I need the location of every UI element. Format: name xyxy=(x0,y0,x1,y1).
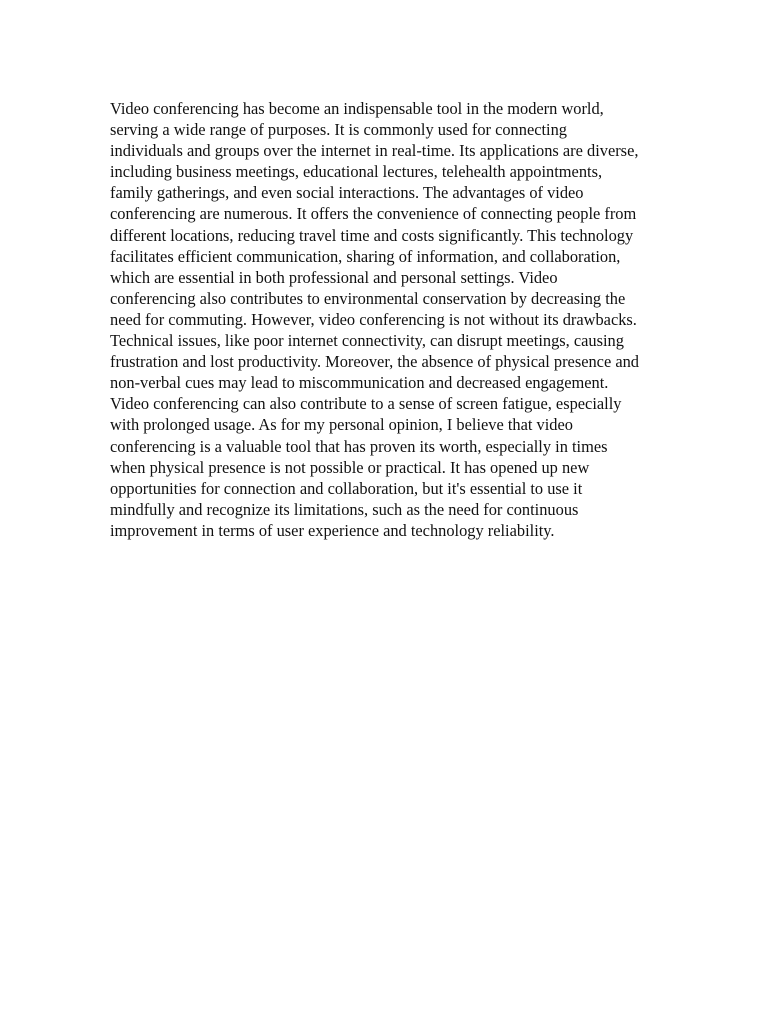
paragraph-line: conferencing also contributes to environmental conservation by decreasing the xyxy=(110,288,626,308)
paragraph-line: Video conferencing can also contribute to a sense of screen fatigue, especially xyxy=(110,394,622,414)
paragraph-line: which are essential in both professional and personal settings. Video xyxy=(110,267,558,287)
paragraph-line: need for commuting. However, video conferencing is not without its drawbacks. xyxy=(110,309,637,329)
paragraph-line: different locations, reducing travel time and costs significantly. This technology xyxy=(110,225,634,245)
paragraph-line: facilitates efficient communication, sharing of information, and collaboration, xyxy=(110,246,621,266)
paragraph-line: non-verbal cues may lead to miscommunication and decreased engagement. xyxy=(110,373,609,393)
paragraph-line: Technical issues, like poor internet connectivity, can disrupt meetings, causing xyxy=(110,331,624,351)
paragraph-line: Video conferencing has become an indispensable tool in the modern world, xyxy=(110,99,604,118)
paragraph-line: with prolonged usage. As for my personal opinion, I believe that video xyxy=(110,415,573,435)
paragraph-line: conferencing are numerous. It offers the convenience of connecting people from xyxy=(110,204,637,224)
paragraph-line: conferencing is a valuable tool that has proven its worth, especially in times xyxy=(110,436,608,456)
paragraph-line: improvement in terms of user experience and technology reliability. xyxy=(110,520,555,540)
paragraph-line: serving a wide range of purposes. It is commonly used for connecting xyxy=(110,120,568,140)
paragraph-line: mindfully and recognize its limitations, such as the need for continuous xyxy=(110,499,579,519)
paragraph-line: when physical presence is not possible or practical. It has opened up new xyxy=(110,457,590,477)
paragraph-line: individuals and groups over the internet in real-time. Its applications are diverse, xyxy=(110,141,639,161)
paragraph-line: frustration and lost productivity. Moreover, the absence of physical presence and xyxy=(110,352,639,372)
essay-paragraph xyxy=(110,98,700,541)
paragraph-line: including business meetings, educational lectures, telehealth appointments, xyxy=(110,162,603,182)
paragraph-line: family gatherings, and even social interactions. The advantages of video xyxy=(110,183,584,203)
paragraph-line: opportunities for connection and collaboration, but it's essential to use it xyxy=(110,478,583,498)
